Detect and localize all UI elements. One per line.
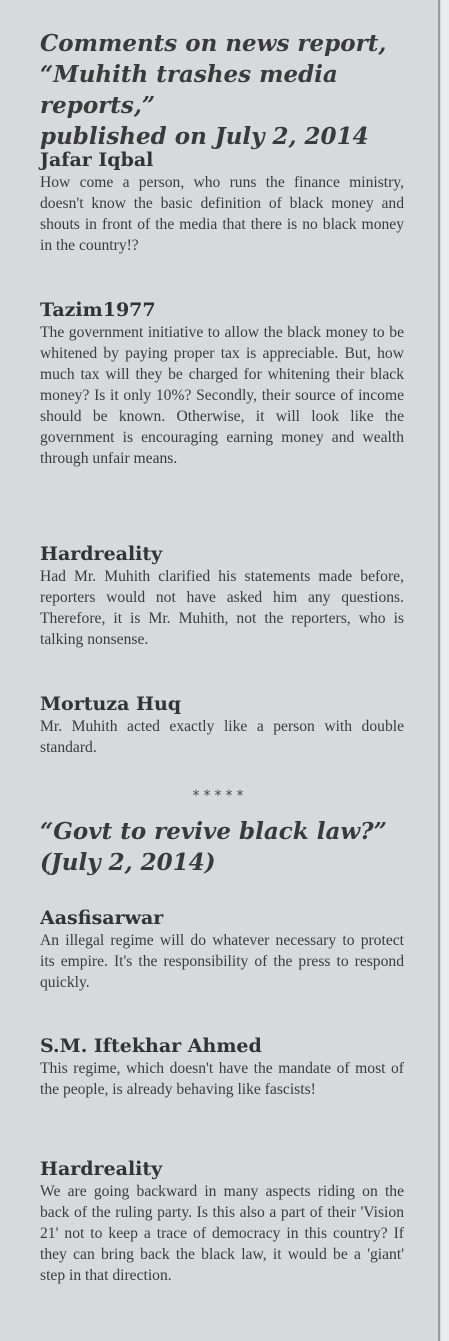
comment-author: Aasfisarwar [40,907,164,929]
comment [40,692,404,758]
comment-text: An illegal regime will do whatever necessary to protect its empire. It's the responsibility of the press to respond quickly. [40,932,404,991]
comment [40,298,404,469]
comment-text: The government initiative to allow the black money to be whitened by paying proper tax is appreciable. But, how much tax will they be charged for whitening their black money? Is it only 10%? Secondly, their source of income should be known. Otherwise, it will look like the government is encouraging earning money and wealth through unfair means. [40,324,404,467]
comment [40,906,404,993]
section-2-title-line: “Govt to revive black law?” [40,818,387,845]
section-separator: ***** [192,788,248,804]
comment-text: This regime, which doesn't have the mandate of most of the people, is already behaving like fascists! [40,1060,404,1098]
page-edge [441,0,449,1341]
comment-author: Jafar Iqbal [40,149,154,171]
comment-author: Mortuza Huq [40,693,182,715]
comment-text: Mr. Muhith acted exactly like a person with double standard. [40,718,404,756]
comment [40,148,404,256]
comment-author: S.M. Iftekhar Ahmed [40,1035,262,1057]
comment-text: Had Mr. Muhith clarified his statements made before, reporters would not have asked him any questions. Therefore, it is Mr. Muhith, not the reporters, who is talking nonsense. [40,568,404,648]
comment-author: Hardreality [40,1158,163,1180]
comment-author: Hardreality [40,543,163,565]
section-1-title [40,28,420,152]
comment-text: How come a person, who runs the finance ministry, doesn't know the basic definition of black money and shouts in front of the media that there is no black money in the country!? [40,174,404,254]
section-2-title [40,816,420,878]
comment [40,542,404,650]
comment-author: Tazim1977 [40,299,156,321]
section-1-title-line: “Muhith trashes media reports,” [40,61,338,119]
comment [40,1034,404,1100]
comment [40,1157,404,1286]
section-1-title-line: Comments on news report, [40,30,387,57]
section-2-title-line: (July 2, 2014) [40,849,216,876]
section-1-title-line: published on July 2, 2014 [40,123,369,150]
comment-text: We are going backward in many aspects riding on the back of the ruling party. Is this also a part of their 'Vision 21' not to keep a trace of democracy in this country? If they can bring back the black law, it would be a 'giant' step in that direction. [40,1183,404,1284]
